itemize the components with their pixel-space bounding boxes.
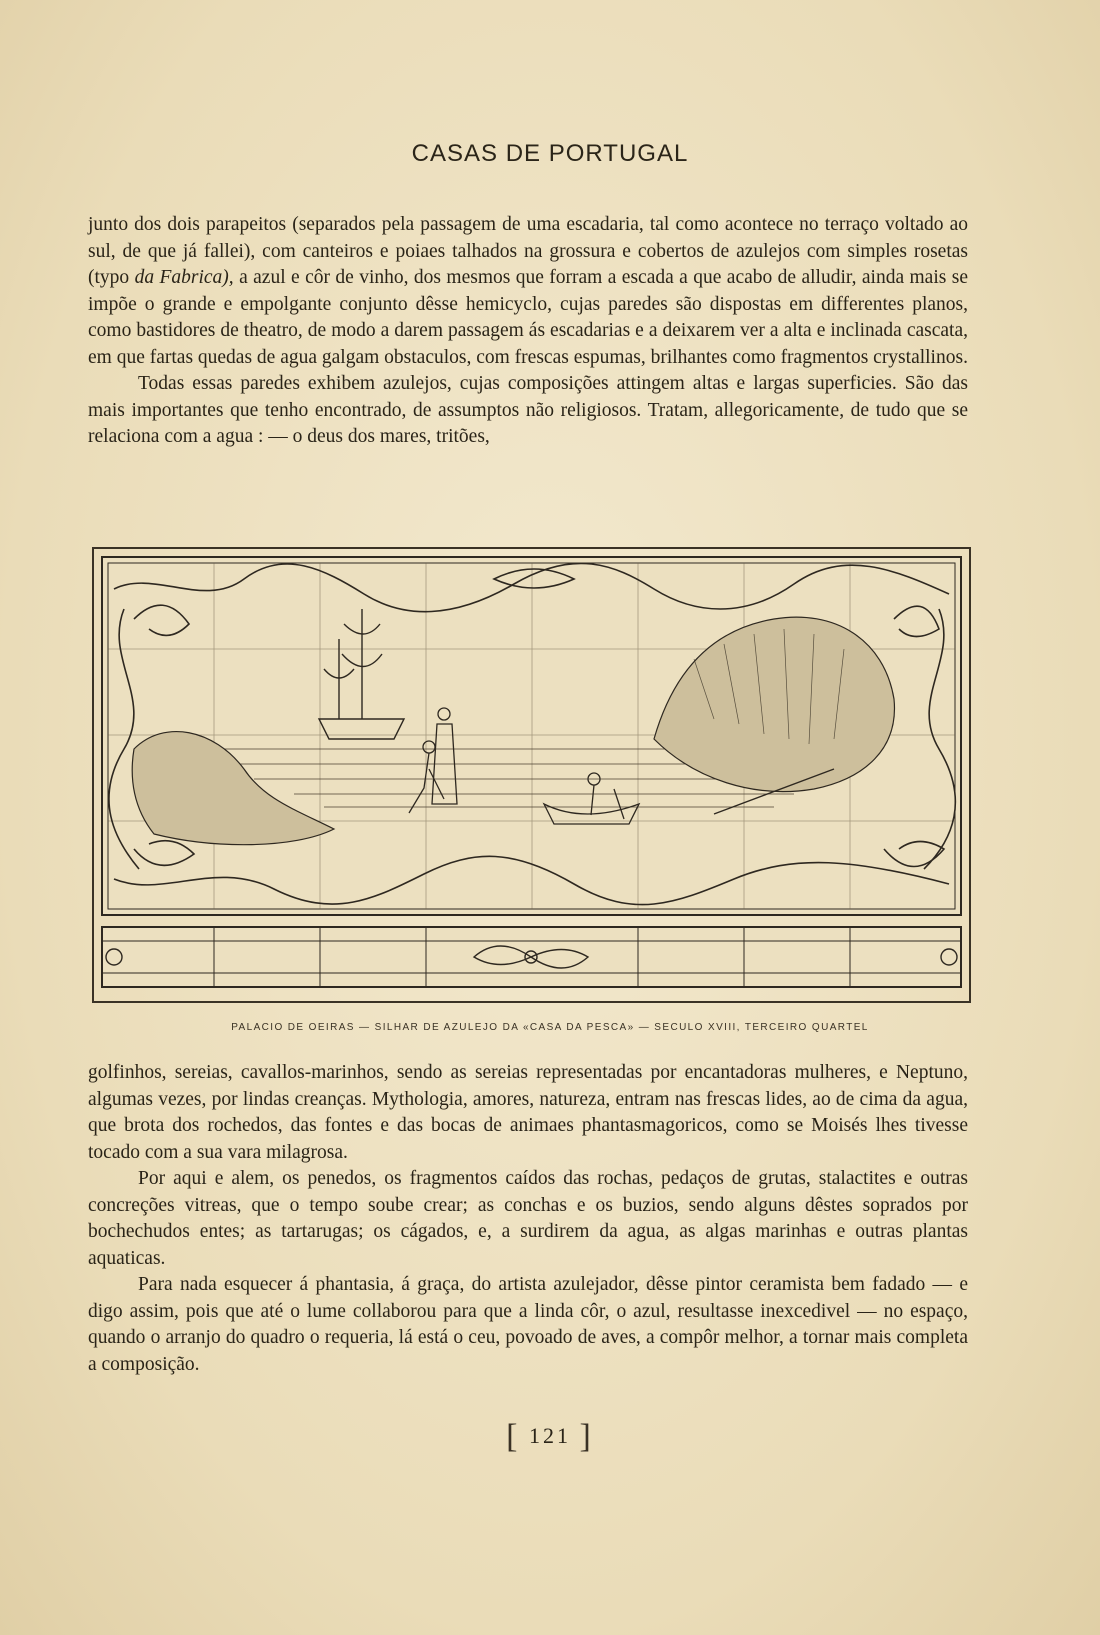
- paragraph-text: junto dos dois parapeitos (separados pela passagem de uma escadaria, tal como acontece no terraço voltado ao sul, de que já fallei), com canteiros e poiaes talhados na grossura e cobertos de azulejos com simples rosetas (typo: [88, 214, 968, 288]
- right-bracket-icon: ]: [579, 1418, 594, 1455]
- paragraph: golfinhos, sereias, cavallos-marinhos, sendo as sereias representadas por encantadoras mulheres, e Neptuno, algumas vezes, por lindas creanças. Mythologia, amores, natureza, entram nas frescas lides, ao de cima da agua, que brota dos rochedos, das fontes e das bocas de animaes phantasmagoricos, como se Moisés lhes tivesse tocado com a sua vara milagrosa.: [88, 1062, 968, 1163]
- italic-phrase: da Fabrica),: [134, 267, 234, 288]
- paragraph: Para nada esquecer á phantasia, á graça, do artista azulejador, dêsse pintor ceramista bem fadado — e digo assim, pois que até o lume collaborou para que a linda côr, o azul, resultasse inexcedivel — no espaço, quando o arranjo do quadro o requeria, lá está o ceu, povoado de aves, a compôr melhor, a tornar mais completa a composição.: [88, 1274, 968, 1375]
- azulejo-illustration: [92, 547, 971, 1003]
- text-block-top: [88, 212, 968, 451]
- folio-number: 121: [529, 1423, 571, 1448]
- paragraph-text: a azul e côr de vinho, dos mesmos que forram a escada a que acabo de alludir, ainda mais se impõe o grande e empolgante conjunto dêsse hemicyclo, cujas paredes são dispostas em differentes planos, como bastidores de theatro, de modo a darem passagem ás escadarias e a deixarem ver a alta e inclinada cascata, em que fartas quedas de agua galgam obstaculos, com frescas espumas, brilhantes como fragmentos crystallinos.: [88, 267, 968, 368]
- figure-caption: PALACIO DE OEIRAS — SILHAR DE AZULEJO DA «CASA DA PESCA» — SECULO XVIII, TERCEIRO QUARTEL: [231, 1022, 869, 1033]
- running-head: CASAS DE PORTUGAL: [411, 140, 689, 167]
- paragraph: Por aqui e alem, os penedos, os fragmentos caídos das rochas, pedaços de grutas, stalactites e outras concreções vitreas, que o tempo soube crear; as conchas e os buzios, sendo alguns dêstes soprados por bochechudos entes; as tartarugas; os cágados, e, a surdirem da agua, as algas marinhas e outras plantas aquaticas.: [88, 1168, 968, 1269]
- paragraph: Todas essas paredes exhibem azulejos, cujas composições attingem altas e largas superficies. São das mais importantes que tenho encontrado, de assumptos não religiosos. Tratam, allegoricamente, de tudo que se relaciona com a agua : — o deus dos mares, tritões,: [88, 373, 968, 447]
- page-number: [0, 1418, 1100, 1456]
- paragraph: [88, 212, 968, 371]
- left-bracket-icon: [: [506, 1418, 521, 1455]
- text-block-bottom: [88, 1060, 968, 1378]
